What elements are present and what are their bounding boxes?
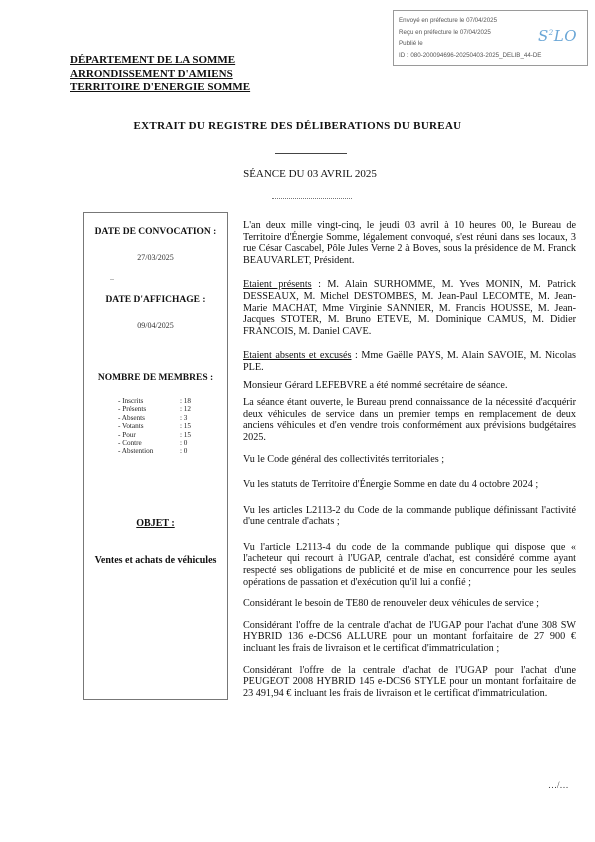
members-row: - Présents : 12 xyxy=(118,405,191,414)
vu-article-ugap: Vu l'article L2113-4 du code de la commande publique qui dispose que « l'acheteur qui recourt à l'UGAP, centrale d'achat, est considéré comme ayant respecté ses obligations de publicité et de mise en concurrence pour les seules opérations de passation et d'exécution qu'il lui a confié ; xyxy=(243,541,576,588)
convocation-label: DATE DE CONVOCATION : xyxy=(94,227,217,237)
page-continuation-marker: …/… xyxy=(548,780,569,790)
deliberation-body xyxy=(243,220,576,699)
convocation-date: 27/03/2025 xyxy=(137,253,174,262)
absent-label: Etaient absents et excusés xyxy=(243,350,352,362)
present-paragraph xyxy=(243,279,576,337)
slo-logo: $S^2LO$ xyxy=(537,27,577,45)
document-title: EXTRAIT DU REGISTRE DES DÉLIBERATIONS DU BUREAU xyxy=(133,120,462,132)
considerant-offre-2008: Considérant l'offre de la centrale d'achat de l'UGAP pour l'achat d'une PEUGEOT 2008 HYBRID 145 e-DCS6 STYLE pour un montant forfaitaire de 23 491,94 € incluant les frais de livraison et le certificat d'immatriculation. xyxy=(243,664,576,699)
members-row: - Contre : 0 xyxy=(118,439,188,448)
prefecture-stamp xyxy=(393,10,588,66)
members-count-list xyxy=(118,397,200,456)
session-date: SÉANCE DU 03 AVRIL 2025 xyxy=(243,168,377,180)
membres-label: NOMBRE DE MEMBRES : xyxy=(97,373,214,383)
intro-paragraph: L'an deux mille vingt-cinq, le jeudi 03 avril à 10 heures 00, le Bureau de Territoire d'Énergie Somme, légalement convoqué, s'est réuni dans ses locaux, 3 rue César Cascabel, Pôle Jules Verne 2 à Boves, sous la présidence de M. Franck BEAUVARLET, Président. xyxy=(243,220,576,266)
stamp-id-line: ID : 080-200094696-20250403-2025_DELIB_44-DE xyxy=(399,51,542,59)
members-row: - Votants : 15 xyxy=(118,422,191,431)
title-separator xyxy=(275,153,347,154)
members-row: - Absents : 3 xyxy=(118,413,188,422)
vu-cgct: Vu le Code général des collectivités territoriales ; xyxy=(243,453,445,465)
absent-list: : Mme Gaëlle PAYS, M. Alain SAVOIE, M. Nicolas PLE. xyxy=(243,350,576,373)
stamp-sent-line: Envoyé en préfecture le 07/04/2025 xyxy=(399,17,498,24)
objet-value: Ventes et achats de véhicules xyxy=(94,555,217,566)
dotted-mark: .. xyxy=(110,273,114,282)
present-list: : M. Alain SURHOMME, M. Yves MONIN, M. Patrick DESSEAUX, M. Michel DESTOMBES, M. Jean-Paul LECOMTE, M. Jean-Marie MACHAT, Mme Virginie SANNIER, M. Francis HOUSSE, M. Jean-Jacques STOTER, M. Bruno ETEVE, M. Dominique CAMUS, M. Didier FRANCOIS, M. Daniel CAVE. xyxy=(243,279,576,337)
members-row: - Abstention : 0 xyxy=(118,447,188,456)
department-header xyxy=(70,54,250,95)
dept-line-3: TERRITOIRE D'ENERGIE SOMME xyxy=(70,81,251,93)
session-separator xyxy=(272,198,352,199)
vu-articles: Vu les articles L2113-2 du Code de la commande publique définissant l'activité d'une centrale d'achats ; xyxy=(243,504,576,528)
considerant-offre-308: Considérant l'offre de la centrale d'achat de l'UGAP pour l'achat d'une 308 SW HYBRID 136 e-DCS6 ALLURE pour un montant forfaitaire de 27 900 € incluant les frais de livraison et le certificat d'immatriculation ; xyxy=(243,619,576,655)
stamp-received-line: Reçu en préfecture le 07/04/2025 xyxy=(399,28,491,36)
affichage-date: 09/04/2025 xyxy=(137,321,174,330)
affichage-label: DATE D'AFFICHAGE : xyxy=(105,295,206,305)
left-info-column xyxy=(83,212,228,700)
members-row: - Inscrits : 18 xyxy=(118,397,191,405)
stamp-published-line: Publié le xyxy=(399,40,423,47)
context-paragraph: La séance étant ouverte, le Bureau prend connaissance de la nécessité d'acquérir deux véhicules de service dans un premier temps en remplacement de deux anciens véhicules et d'en vendre trois conformément aux prévisions budgétaires 2025. xyxy=(243,397,576,443)
absent-paragraph xyxy=(243,350,576,373)
objet-label: OBJET : xyxy=(136,518,175,529)
vu-statuts: Vu les statuts de Territoire d'Énergie Somme en date du 4 octobre 2024 ; xyxy=(243,479,539,491)
present-label: Etaient présents xyxy=(243,279,312,291)
dept-line-2: ARRONDISSEMENT D'AMIENS xyxy=(70,67,233,80)
members-row: - Pour : 15 xyxy=(118,430,191,439)
secretary-paragraph: Monsieur Gérard LEFEBVRE a été nommé secrétaire de séance. xyxy=(243,379,508,391)
considerant-besoin: Considérant le besoin de TE80 de renouveler deux véhicules de service ; xyxy=(243,598,539,610)
dept-line-1: DÉPARTEMENT DE LA SOMME xyxy=(70,54,236,66)
